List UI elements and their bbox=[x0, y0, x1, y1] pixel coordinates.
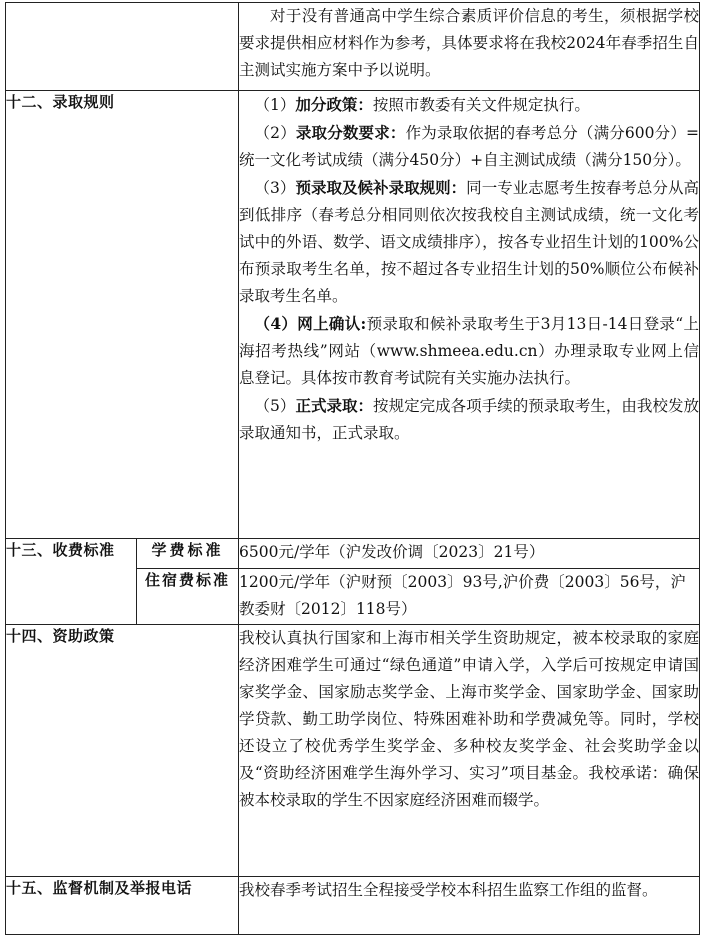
rule-item-number: （3） bbox=[254, 179, 296, 197]
rule-item-number: （4） bbox=[254, 314, 298, 333]
rule-item-1 bbox=[239, 91, 699, 119]
rule-item-title: 网上确认: bbox=[297, 314, 367, 333]
rule-item-4 bbox=[239, 310, 699, 392]
rule-item-number: （1） bbox=[254, 96, 296, 114]
rule-item-title: 预录取及候补录取规则： bbox=[295, 178, 467, 197]
section-15-text: 我校春季考试招生全程接受学校本科招生监察工作组的监督。 bbox=[239, 881, 658, 899]
rule-item-title: 正式录取： bbox=[295, 396, 374, 415]
section-14-content bbox=[239, 625, 700, 877]
section-14-label: 十四、资助政策 bbox=[6, 625, 239, 877]
section-15-row bbox=[6, 877, 700, 935]
section-11-content bbox=[239, 3, 700, 91]
section-12-row bbox=[6, 91, 700, 539]
admissions-table bbox=[5, 2, 700, 935]
rule-item-number: （2） bbox=[254, 124, 296, 142]
rule-item-text: 按照市教委有关文件规定执行。 bbox=[372, 96, 590, 114]
section-11-row bbox=[6, 3, 700, 91]
lodging-value: 1200元/学年（沪财预〔2003〕93号,沪价费〔2003〕56号，沪教委财〔2012〕118号） bbox=[239, 569, 700, 625]
section-14-text: 我校认真执行国家和上海市相关学生资助规定，被本校录取的家庭经济困难学生可通过“绿色通道”申请入学，入学后可按规定申请国家奖学金、国家励志奖学金、上海市奖学金、国家助学金、国家助学贷款、勤工助学岗位、特殊困难补助和学费减免等。同时，学校还设立了校优秀学生奖学金、多种校友奖学金、社会奖助学金以及“资助经济困难学生海外学习、实习”项目基金。我校承诺：确保被本校录取的学生不因家庭经济困难而辍学。 bbox=[239, 629, 699, 809]
rule-item-title: 录取分数要求： bbox=[295, 123, 406, 142]
rule-item-number: （5） bbox=[254, 397, 296, 415]
section-11-text: 对于没有普通高中学生综合素质评价信息的考生，须根据学校要求提供相应材料作为参考，具体要求将在我校2024年春季招生自主测试实施方案中予以说明。 bbox=[239, 7, 699, 79]
section-13-label: 十三、收费标准 bbox=[6, 539, 137, 625]
section-14-row bbox=[6, 625, 700, 877]
tuition-label: 学费标准 bbox=[137, 539, 239, 569]
section-15-content bbox=[239, 877, 700, 935]
section-11-label-cell bbox=[6, 3, 239, 91]
rule-item-text: 预录取和候补录取考生于3月13日-14日登录“上海招考热线”网站（www.shmeea.edu.cn）办理录取专业网上信息登记。具体按市教育考试院有关实施办法执行。 bbox=[239, 315, 699, 387]
section-13-tuition-row bbox=[6, 539, 700, 569]
section-12-label: 十二、录取规则 bbox=[6, 91, 239, 539]
rule-item-text: 同一专业志愿考生按春考总分从高到低排序（春考总分相同则依次按我校自主测试成绩，统一文化考试中的外语、数学、语文成绩排序），按各专业招生计划的100%公布预录取考生名单，按不超过各专业招生计划的50%顺位公布候补录取考生名单。 bbox=[239, 179, 699, 305]
rule-item-text: 按规定完成各项手续的预录取考生，由我校发放录取通知书，正式录取。 bbox=[239, 397, 699, 442]
rule-item-2 bbox=[239, 119, 699, 174]
rule-item-title: 加分政策： bbox=[295, 95, 373, 114]
section-15-label: 十五、监督机制及举报电话 bbox=[6, 877, 239, 935]
rule-item-text: 作为录取依据的春考总分（满分600分）=统一文化考试成绩（满分450分）+自主测试成绩（满分150分）。 bbox=[239, 124, 699, 169]
rule-item-5 bbox=[239, 392, 699, 447]
tuition-value: 6500元/学年（沪发改价调〔2023〕21号） bbox=[239, 539, 700, 569]
section-12-content bbox=[239, 91, 700, 539]
lodging-label: 住宿费标准 bbox=[137, 569, 239, 625]
rule-item-3 bbox=[239, 174, 699, 310]
